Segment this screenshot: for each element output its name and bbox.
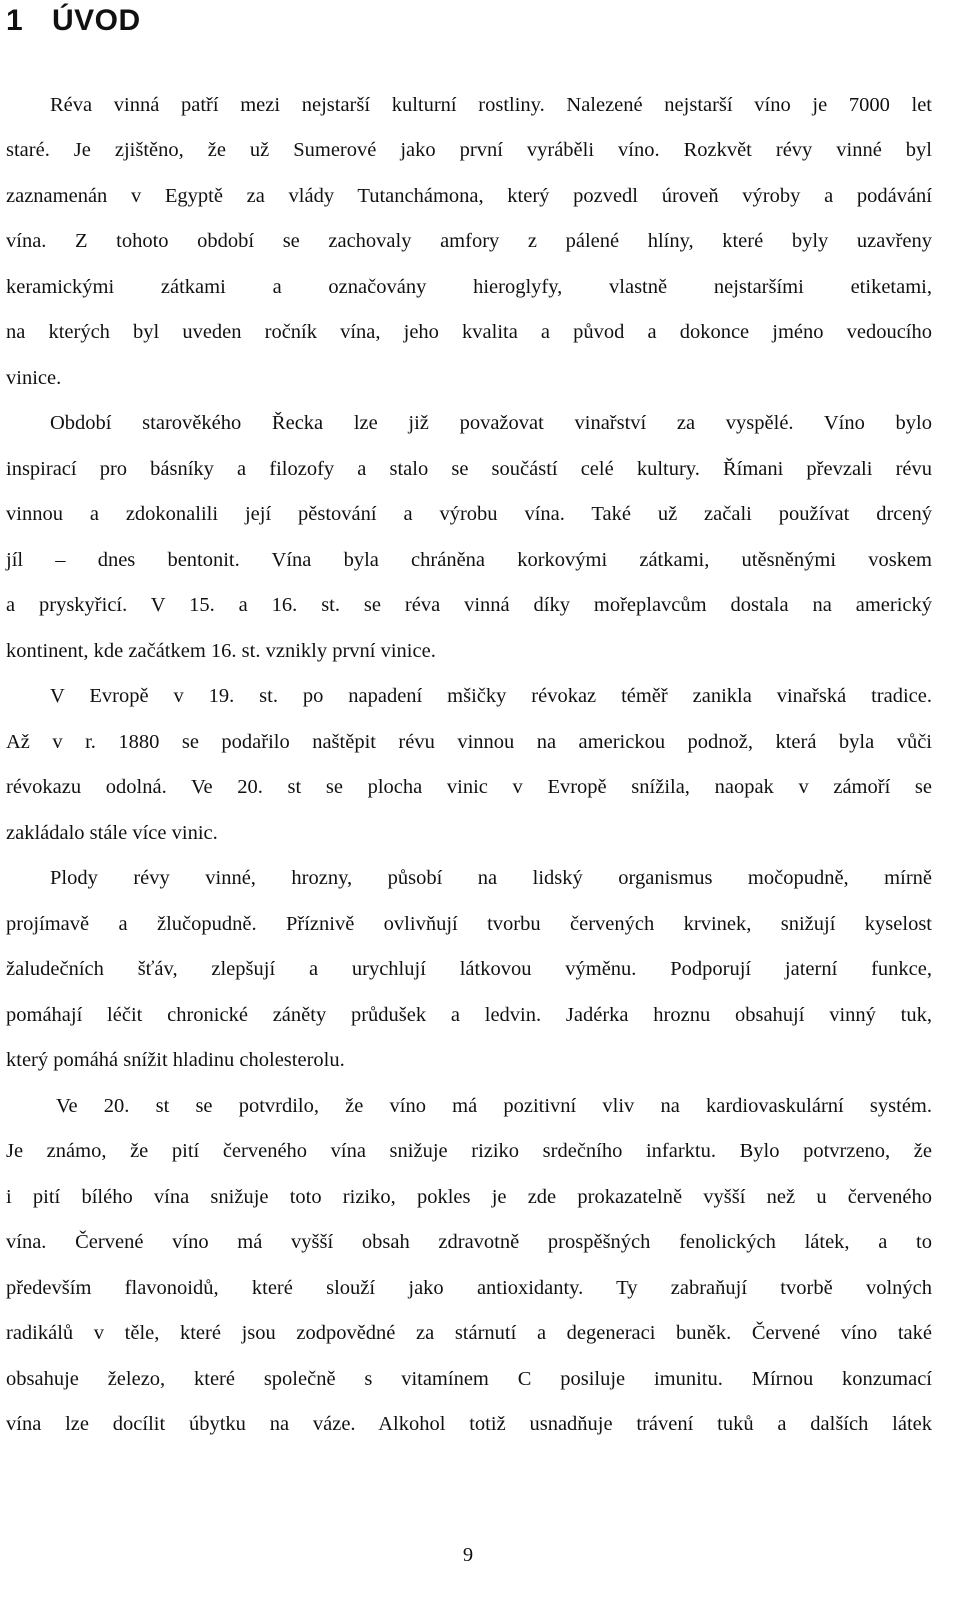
text-line: žaludečních šťáv, zlepšují a urychlují látkovou výměnu. Podporují jaterní funkce, xyxy=(6,958,932,980)
chapter-number: 1 xyxy=(6,4,24,37)
text-line: vinice. xyxy=(6,367,62,389)
text-line: a pryskyřicí. V 15. a 16. st. se réva vinná díky mořeplavcům dostala na americký xyxy=(6,594,932,616)
text-line: především flavonoidů, které slouží jako antioxidanty. Ty zabraňují tvorbě volných xyxy=(6,1277,932,1299)
text-line: vína. Červené víno má vyšší obsah zdravotně prospěšných fenolických látek, a to xyxy=(6,1231,932,1253)
text-line: staré. Je zjištěno, že už Sumerové jako první vyráběli víno. Rozkvět révy vinné byl xyxy=(6,139,932,161)
text-line: jíl – dnes bentonit. Vína byla chráněna korkovými zátkami, utěsněnými voskem xyxy=(6,549,932,571)
text-line: keramickými zátkami a označovány hieroglyfy, vlastně nejstaršími etiketami, xyxy=(6,276,932,298)
text-line: inspirací pro básníky a filozofy a stalo se součástí celé kultury. Římani převzali révu xyxy=(6,458,932,480)
text-line: Réva vinná patří mezi nejstarší kulturní rostliny. Nalezené nejstarší víno je 7000 let xyxy=(50,94,932,116)
text-line: vinnou a zdokonalili její pěstování a výrobu vína. Také už začali používat drcený xyxy=(6,503,932,525)
text-line: Období starověkého Řecka lze již považovat vinařství za vyspělé. Víno bylo xyxy=(50,412,932,434)
text-line: na kterých byl uveden ročník vína, jeho kvalita a původ a dokonce jméno vedoucího xyxy=(6,321,932,343)
text-line: Je známo, že pití červeného vína snižuje riziko srdečního infarktu. Bylo potvrzeno, že xyxy=(6,1140,932,1162)
text-line: V Evropě v 19. st. po napadení mšičky révokaz téměř zanikla vinařská tradice. xyxy=(50,685,932,707)
text-line: Až v r. 1880 se podařilo naštěpit révu vinnou na americkou podnož, která byla vůči xyxy=(6,731,932,753)
text-line: révokazu odolná. Ve 20. st se plocha vinic v Evropě snížila, naopak v zámoří se xyxy=(6,776,932,798)
chapter-heading xyxy=(6,3,141,39)
text-line: zakládalo stále více vinic. xyxy=(6,822,218,844)
text-line: kontinent, kde začátkem 16. st. vznikly první vinice. xyxy=(6,640,436,662)
text-line: projímavě a žlučopudně. Příznivě ovlivňují tvorbu červených krvinek, snižují kyselost xyxy=(6,913,932,935)
text-line: obsahuje železo, které společně s vitamínem C posiluje imunitu. Mírnou konzumací xyxy=(6,1368,932,1390)
text-line: který pomáhá snížit hladinu cholesterolu. xyxy=(6,1049,345,1071)
text-line: vína. Z tohoto období se zachovaly amfory z pálené hlíny, které byly uzavřeny xyxy=(6,230,932,252)
text-line: zaznamenán v Egyptě za vlády Tutanchámona, který pozvedl úroveň výroby a podávání xyxy=(6,185,932,207)
text-line: Ve 20. st se potvrdilo, že víno má pozitivní vliv na kardiovaskulární systém. xyxy=(56,1095,932,1117)
text-line: i pití bílého vína snižuje toto riziko, pokles je zde prokazatelně vyšší než u červeného xyxy=(6,1186,932,1208)
page-number: 9 xyxy=(462,1544,474,1566)
chapter-title: ÚVOD xyxy=(52,4,141,37)
text-line: pomáhají léčit chronické záněty průdušek a ledvin. Jadérka hroznu obsahují vinný tuk, xyxy=(6,1004,932,1026)
text-line: vína lze docílit úbytku na váze. Alkohol totiž usnadňuje trávení tuků a dalších látek xyxy=(6,1413,932,1435)
text-line: Plody révy vinné, hrozny, působí na lidský organismus močopudně, mírně xyxy=(50,867,932,889)
text-line: radikálů v těle, které jsou zodpovědné za stárnutí a degeneraci buněk. Červené víno také xyxy=(6,1322,932,1344)
